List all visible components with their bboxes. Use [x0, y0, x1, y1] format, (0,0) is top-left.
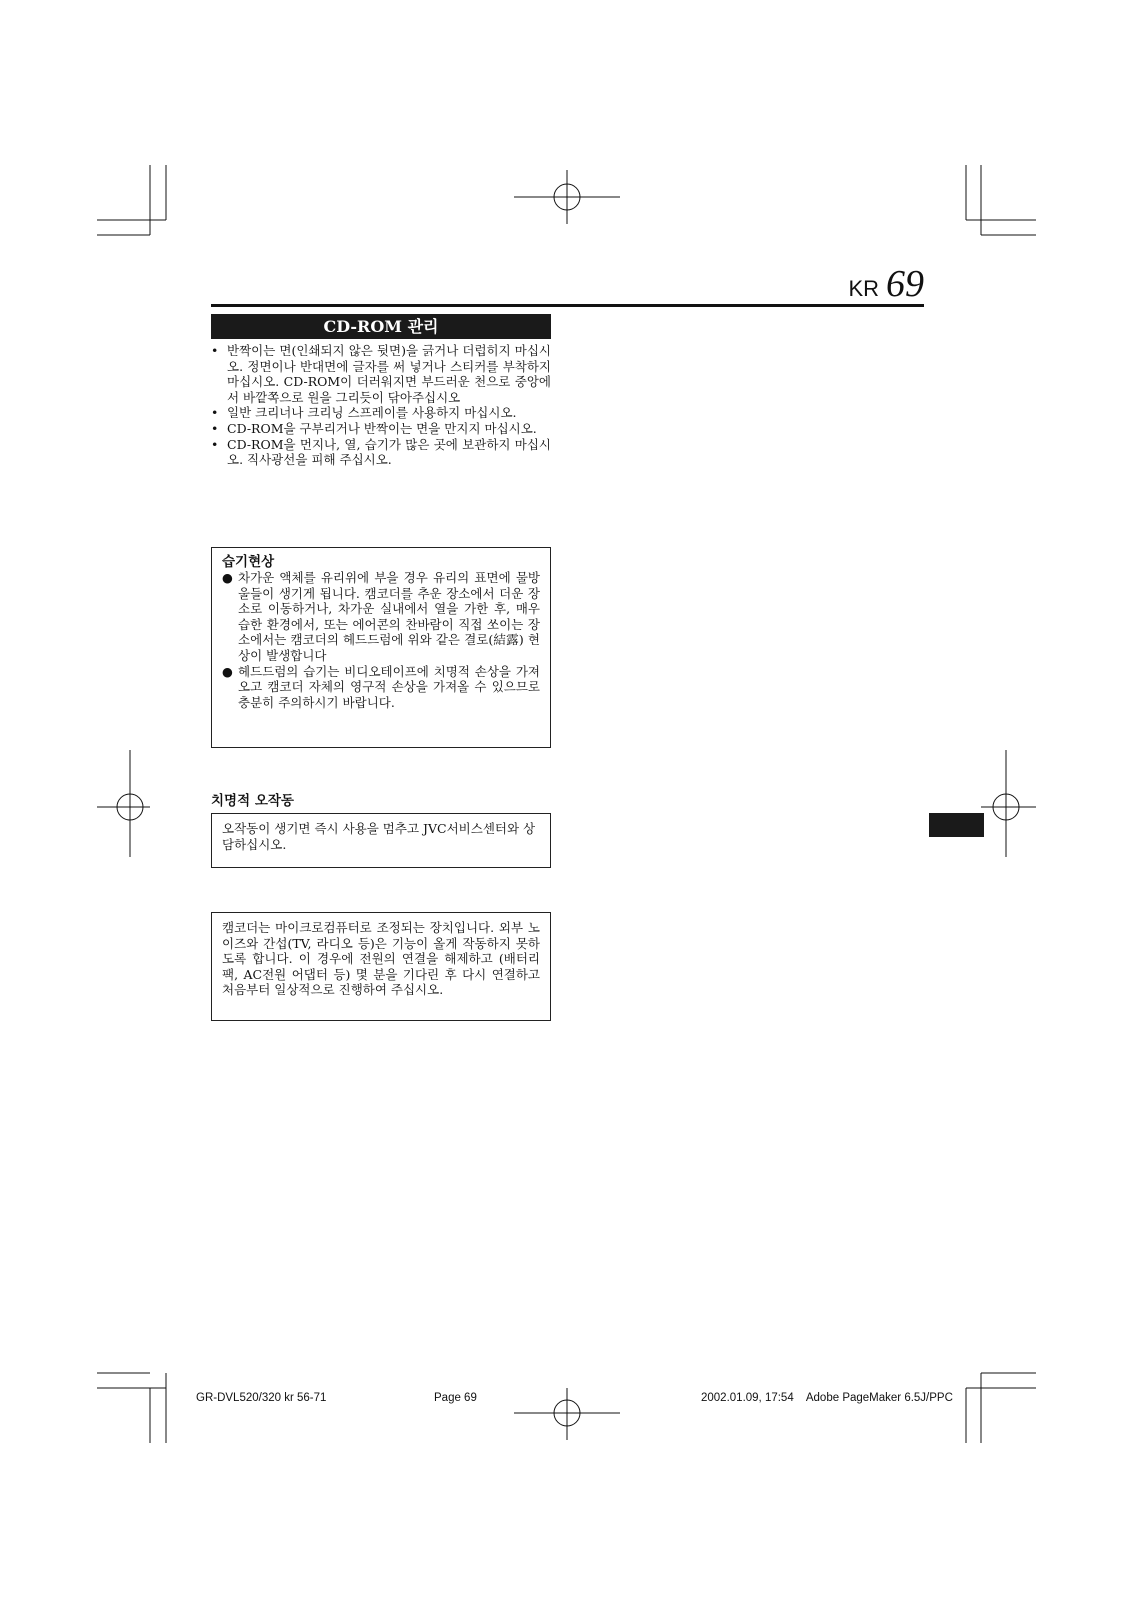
list-item	[222, 570, 540, 664]
condensation-title: 습기현상	[222, 554, 275, 570]
list-item	[211, 405, 551, 421]
list-item	[222, 664, 540, 711]
list-item	[211, 437, 551, 468]
bullet-icon: •	[211, 343, 219, 358]
list-item	[211, 343, 551, 405]
registration-mark	[514, 170, 620, 224]
bullet-icon: •	[211, 420, 219, 436]
list-item-text: 헤드드럼의 습기는 비디오테이프에 치명적 손상을 가져오고 캠코더 자체의 영구적 손상을 가져올 수 있으므로 충분히 주의하시기 바랍니다.	[238, 663, 540, 710]
registration-mark	[981, 750, 1036, 857]
registration-mark	[97, 750, 150, 857]
footer-date-app: 2002.01.09, 17:54 Adobe PageMaker 6.5J/PPC	[701, 1392, 953, 1404]
registration-mark	[514, 1388, 620, 1440]
language-code: KR	[848, 276, 879, 301]
malfunction-heading: 치명적 오작동	[211, 793, 294, 809]
page-header	[211, 256, 924, 307]
list-item-text: 반짝이는 면(인쇄되지 않은 뒷면)을 긁거나 더럽히지 마십시오. 정면이나 반대면에 글자를 써 넣거나 스티커를 부착하지 마십시오. CD-ROM이 더러워지면 부드러운 천으로 중앙에서 바깥쪽으로 원을 그리듯이 닦아주십시오	[227, 343, 551, 405]
list-item-text: CD-ROM을 구부리거나 반짝이는 면을 만지지 마십시오.	[227, 420, 537, 436]
condensation-box	[211, 547, 551, 748]
footer-filename: GR-DVL520/320 kr 56-71	[196, 1392, 327, 1404]
list-item-text: 차가운 액체를 유리위에 부을 경우 유리의 표면에 물방울들이 생기게 됩니다. 캠코더를 추운 장소에서 더운 장소로 이동하거나, 차가운 실내에서 열을 가한 후, 매우 습한 환경에서, 또는 에어콘의 찬바람이 직접 쏘이는 장소에서는 캠코더의 헤드드럼에 위와 같은 결로(結露) 현상이 발생합니다	[238, 570, 540, 663]
list-item-text: CD-ROM을 먼지나, 열, 습기가 많은 곳에 보관하지 마십시오. 직사광선을 피해 주십시오.	[227, 436, 551, 468]
thumb-index-tab	[929, 813, 984, 837]
microcomputer-note-text: 캠코더는 마이크로컴퓨터로 조정되는 장치입니다. 외부 노이즈와 간섭(TV, 라디오 등)은 기능이 올게 작동하지 못하도록 합니다. 이 경우에 전원의 연결을 해제하고 (배터리 팩, AC전원 어댑터 등) 몇 분을 기다린 후 다시 연결하고 처음부터 일상적으로 진행하여 주십시오.	[222, 920, 540, 998]
bullet-icon: •	[211, 405, 219, 421]
bullet-icon: ●	[222, 663, 233, 679]
list-item	[211, 421, 551, 437]
footer-page-label: Page 69	[434, 1392, 477, 1404]
bullet-icon: ●	[222, 570, 233, 585]
microcomputer-note-box	[211, 912, 551, 1021]
list-item-text: 일반 크리너나 크리닝 스프레이를 사용하지 마십시오.	[227, 405, 517, 421]
cdrom-care-list	[211, 343, 551, 468]
malfunction-text: 오작동이 생기면 즉시 사용을 멈추고 JVC서비스센터와 상담하십시오.	[222, 821, 536, 852]
page-number: 69	[886, 263, 924, 305]
section-title-cdrom: CD-ROM 관리	[211, 314, 551, 339]
condensation-list	[222, 570, 540, 710]
malfunction-box	[211, 813, 551, 868]
bullet-icon: •	[211, 436, 219, 452]
